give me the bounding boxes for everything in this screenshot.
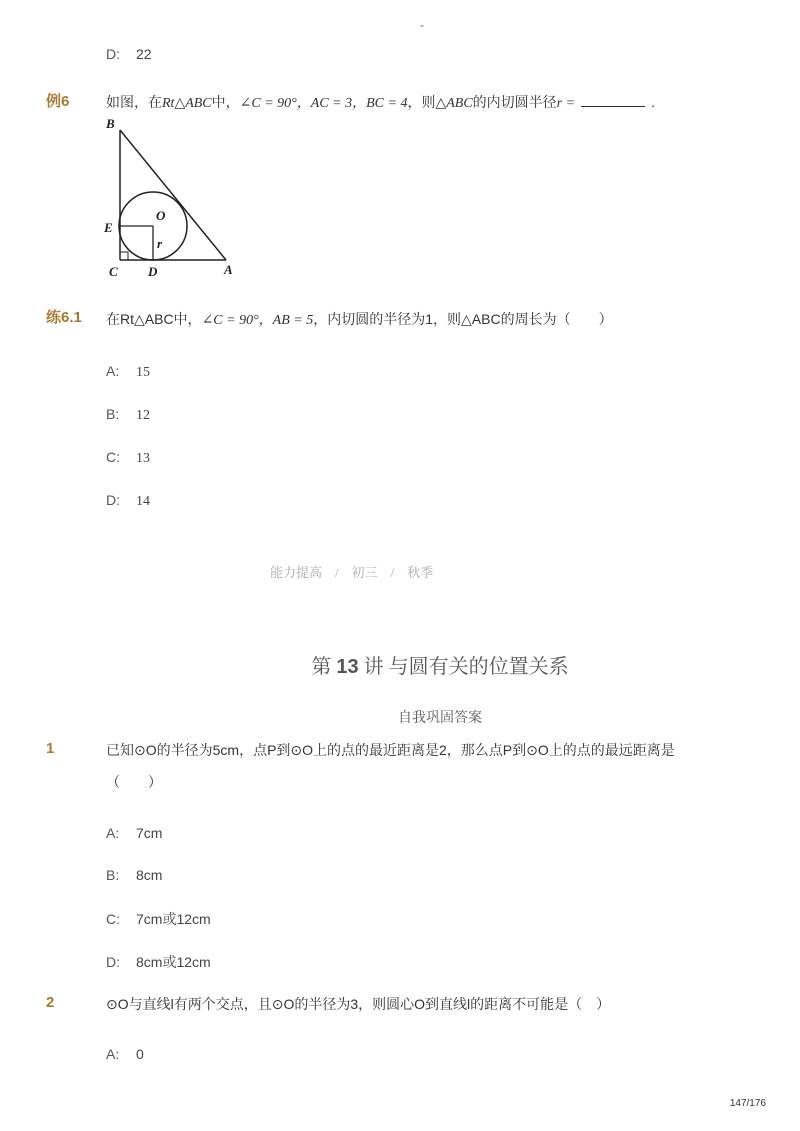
math-segment: ∠C = 90°，AC = 3，BC = 4 [239, 96, 408, 111]
question-text: 已知⊙O的半径为5cm，点P到⊙O上的点的最近距离是2，那么点P到⊙O上的点的最远距离是 [106, 742, 675, 758]
title-prefix: 第 [311, 656, 332, 678]
option-value: 0 [136, 1046, 144, 1062]
header-mark: - [420, 18, 424, 32]
option-value: 8cm [136, 867, 163, 883]
practice-question [106, 309, 613, 331]
option-d[interactable] [106, 492, 150, 510]
side-ab [120, 130, 226, 260]
option-value: 7cm或12cm [136, 911, 211, 927]
option-value: 22 [136, 46, 152, 62]
option-label: D: [106, 46, 120, 62]
math-segment: Rt△ABC [162, 96, 212, 111]
label-o: O [156, 208, 166, 223]
label-e: E [104, 220, 113, 235]
math-segment: △ABC [435, 96, 473, 111]
label-c: C [109, 264, 118, 279]
question-number: 2 [46, 994, 55, 1011]
example-question [106, 92, 655, 114]
text-segment: 在Rt△ABC中， [106, 311, 202, 327]
option-value: 12 [136, 408, 150, 423]
option-label: A: [106, 825, 120, 841]
option-b[interactable] [106, 867, 162, 883]
page-footer: 能力提高 / 初三 / 秋季 [270, 565, 434, 580]
question-text: ⊙O与直线l有两个交点，且⊙O的半径为3，则圆心O到直线l的距离不可能是（ ） [106, 996, 611, 1012]
option-label: C: [106, 911, 120, 927]
option-c[interactable] [106, 909, 211, 929]
example-number: 例6 [46, 93, 70, 110]
option-c[interactable] [106, 449, 150, 467]
text-segment: 的内切圆半径 [472, 94, 557, 110]
answer-paren: （ ） [106, 774, 162, 790]
label-b: B [106, 116, 115, 131]
option-value: 13 [136, 451, 150, 466]
right-angle-mark [120, 252, 128, 260]
page-number: 147/176 [729, 1098, 766, 1109]
option-a[interactable] [106, 363, 150, 381]
option-label: A: [106, 363, 120, 379]
label-a: A [224, 262, 233, 277]
option-label: C: [106, 449, 120, 465]
text-segment: . [651, 94, 655, 110]
lecture-title [0, 650, 800, 679]
option-label: A: [106, 1046, 120, 1062]
section-subtitle: 自我巩固答案 [398, 711, 482, 726]
math-segment: ∠C = 90°，AB = 5 [201, 313, 314, 328]
question-number: 1 [46, 740, 55, 757]
option-b[interactable] [106, 406, 150, 424]
option-value: 7cm [136, 825, 163, 841]
option-label: B: [106, 406, 120, 422]
practice-number: 练6.1 [46, 309, 82, 326]
text-segment: ，则 [407, 94, 436, 110]
text-segment: 中， [211, 94, 240, 110]
title-number: 13 [336, 656, 359, 678]
text-segment: ，内切圆的半径为1，则△ABC的周长为（ ） [313, 311, 613, 327]
prev-option-d [106, 46, 152, 62]
option-label: B: [106, 867, 120, 883]
title-suffix: 讲 与圆有关的位置关系 [363, 656, 569, 678]
text-segment: 如图，在 [106, 94, 162, 110]
option-value: 14 [136, 494, 150, 509]
label-d: D [148, 264, 158, 279]
option-a[interactable] [106, 1046, 144, 1062]
option-label: D: [106, 954, 120, 970]
option-value: 8cm或12cm [136, 954, 211, 970]
option-d[interactable] [106, 952, 211, 972]
option-label: D: [106, 492, 120, 508]
label-r: r [157, 236, 163, 251]
option-value: 15 [136, 365, 150, 380]
triangle-incircle-figure [100, 112, 250, 282]
answer-blank[interactable] [581, 94, 645, 107]
math-segment: r = [556, 96, 576, 111]
option-a[interactable] [106, 825, 162, 841]
